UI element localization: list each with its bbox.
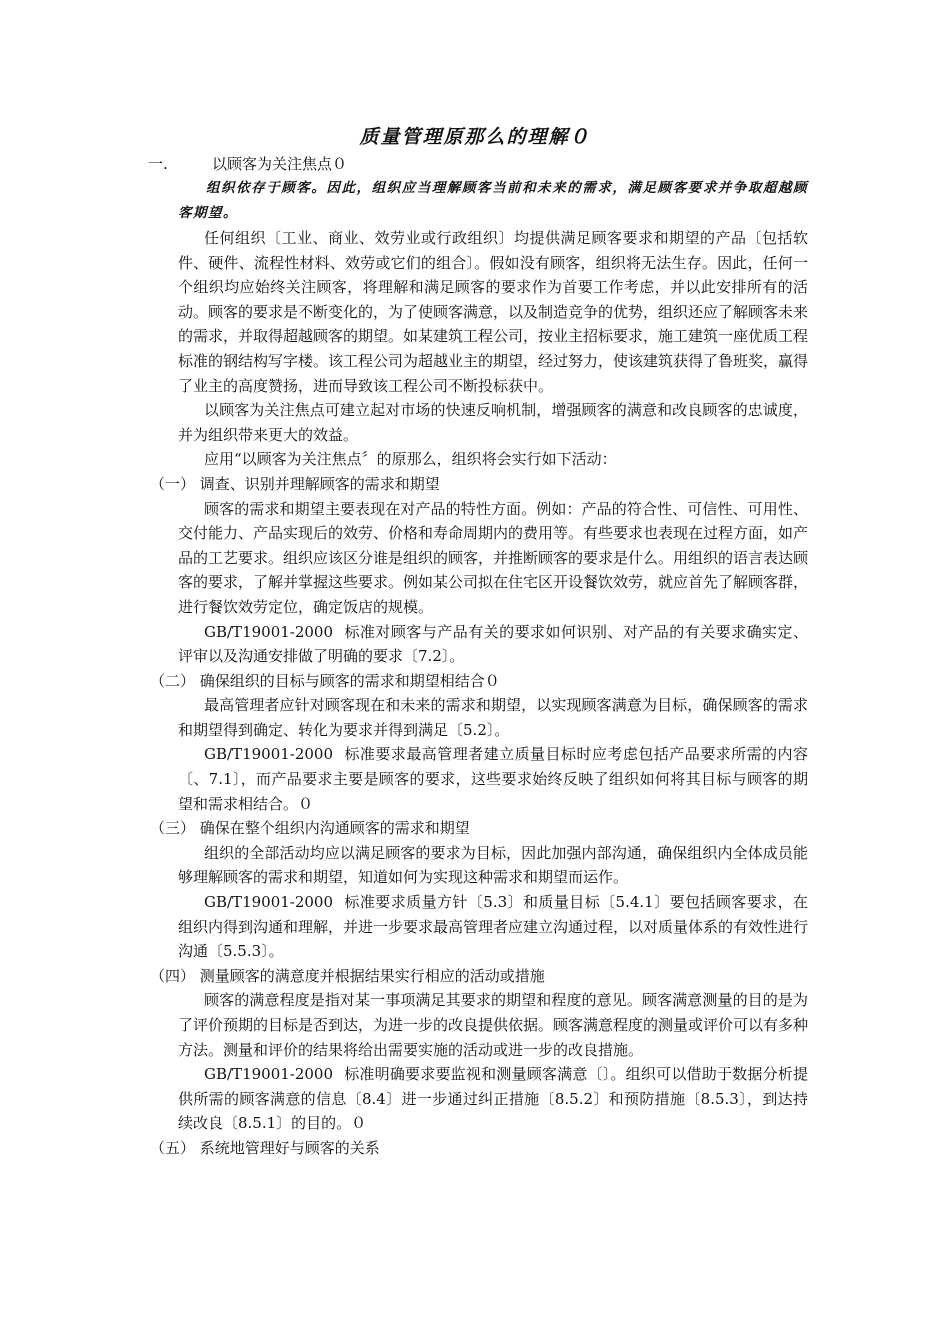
- standard-paragraph: [178, 742, 808, 816]
- subsection-label: （三）: [150, 819, 196, 838]
- paragraph: 顾客的满意程度是指对某一事项满足其要求的期望和程度的意见。顾客满意测量的目的是为了评价预期的目标是否到达，为进一步的改良提供依据。顾客满意程度的测量或评价可以有多种方法。测量和评价的结果将给出需要实施的活动或进一步的改良措施。: [178, 991, 809, 1059]
- standard-code: GB/T19001-2000: [204, 1065, 334, 1084]
- principle-statement: 组织依存于顾客。因此，组织应当理解顾客当前和未来的需求，满足顾客要求并争取超越顾客期望。: [178, 180, 808, 221]
- standard-code: GB/T19001-2000: [204, 745, 334, 764]
- subsection-heading: [150, 472, 808, 497]
- subsection-heading: [150, 816, 808, 841]
- subsection-title: 确保在整个组织内沟通顾客的需求和期望: [199, 819, 470, 838]
- paragraph: 最高管理者应针对顾客现在和未来的需求和期望，以实现顾客满意为目标，确保顾客的需求和期望得到确定、转化为要求并得到满足〔5.2〕。: [178, 696, 808, 739]
- subsection-label: （四）: [150, 966, 196, 985]
- standard-code: GB/T19001-2000: [204, 622, 334, 641]
- subsection-title: 调查、识别并理解顾客的需求和期望: [199, 474, 440, 493]
- subsection-title: 测量顾客的满意度并根据结果实行相应的活动或措施: [199, 966, 545, 985]
- standard-code: GB/T19001-2000: [204, 893, 334, 912]
- section-heading: [148, 153, 347, 175]
- standard-text: 标准对顾客与产品有关的要求如何识别、对产品的有关要求确实定、评审以及沟通安排做了明确的要求〔7.2〕。: [178, 622, 808, 666]
- document-body: [150, 226, 809, 1161]
- paragraph: 组织的全部活动均应以满足顾客的要求为目标，因此加强内部沟通，确保组织内全体成员能够理解顾客的需求和期望，知道如何为实现这种需求和期望而运作。: [178, 843, 808, 887]
- subsection-heading: [150, 1136, 808, 1161]
- standard-text: 标准明确要求要监视和测量顾客满意〔〕。组织可以借助于数据分析提供所需的顾客满意的信息〔8.4〕进一步通过纠正措施〔8.5.2〕和预防措施〔8.5.3〕，到达持续改良〔8.5.1〕的目的。０: [178, 1065, 808, 1133]
- subsection-label: （二）: [150, 671, 196, 690]
- standard-text: 标准要求质量方针〔5.3〕和质量目标〔5.4.1〕要包括顾客要求，在组织内得到沟通和理解，并进一步要求最高管理者应建立沟通过程，以对质量体系的有效性进行沟通〔5.5.3〕。: [178, 893, 809, 961]
- standard-paragraph: [178, 620, 808, 669]
- subsection-label: （五）: [150, 1138, 196, 1157]
- subsection-heading: [150, 669, 808, 694]
- section-title: 以顾客为关注焦点０: [212, 155, 348, 173]
- subsection-label: （一）: [150, 474, 196, 493]
- section-number: 一.: [148, 155, 168, 173]
- paragraph: 应用“以顾客为关注焦点〞的原那么，组织将会实行如下活动：: [204, 450, 617, 469]
- subsection-title: 系统地管理好与顾客的关系: [199, 1138, 380, 1157]
- subsection-title: 确保组织的目标与顾客的需求和期望相结合０: [199, 671, 500, 690]
- standard-paragraph: [178, 890, 808, 964]
- subsection-heading: [150, 964, 808, 989]
- paragraph: 任何组织〔工业、商业、效劳业或行政组织〕均提供满足顾客要求和期望的产品〔包括软件、硬件、流程性材料、效劳或它们的组合〕。假如没有顾客，组织将无法生存。因此，任何一个组织均应始终关注顾客，将理解和满足顾客的要求作为首要工作考虑，并以此安排所有的活动。顾客的要求是不断变化的，为了使顾客满意，以及制造竞争的优势，组织还应了解顾客未来的需求，并取得超越顾客的期望。如某建筑工程公司，按业主招标要求，施工建筑一座优质工程标准的钢结构写字楼。该工程公司为超越业主的期望，经过努力，使该建筑获得了鲁班奖，赢得了业主的高度赞扬，进而导致该工程公司不断投标获中。: [178, 229, 809, 395]
- standard-paragraph: [178, 1062, 808, 1136]
- paragraph: 顾客的需求和期望主要表现在对产品的特性方面。例如：产品的符合性、可信性、可用性、交付能力、产品实现后的效劳、价格和寿命周期内的费用等。有些要求也表现在过程方面，如产品的工艺要求。组织应该区分谁是组织的顾客，并推断顾客的要求是什么。用组织的语言表达顾客的要求，了解并掌握这些要求。例如某公司拟在住宅区开设餐饮效劳，就应首先了解顾客群，进行餐饮效劳定位，确定饭店的规模。: [178, 499, 809, 616]
- document-title: 质量管理原那么的理解０: [359, 126, 591, 148]
- paragraph: 以顾客为关注焦点可建立起对市场的快速反响机制，增强顾客的满意和改良顾客的忠诚度，并为组织带来更大的效益。: [178, 401, 808, 444]
- standard-text: 标准要求最高管理者建立质量目标时应考虑包括产品要求所需的内容〔、7.1〕，而产品要求主要是顾客的要求，这些要求始终反映了组织如何将其目标与顾客的期望和需求相结合。０: [178, 745, 808, 813]
